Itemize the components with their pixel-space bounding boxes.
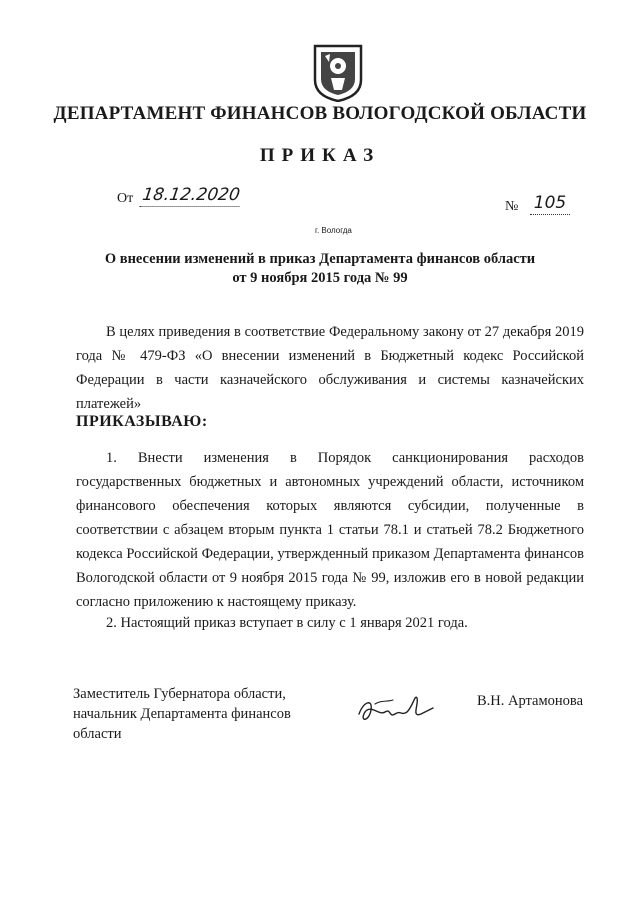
order-item-2: 2. Настоящий приказ вступает в силу с 1 января 2021 года. (106, 615, 468, 631)
order-item-1: 1. Внести изменения в Порядок санкционирования расходов государственных бюджетных и автономных учреждений области, источником финансового обеспечения которых являются субсидии, полученные в соответствии с абзацем вторым пункта 1 статьи 78.1 и статьей 78.2 Бюджетного кодекса Российской Федерации, утвержденный приказом Департамента финансов Вологодской области от 9 ноября 2015 года № 99, изложив его в новой редакции согласно приложению к настоящему приказу. (76, 450, 584, 610)
preamble-paragraph: В целях приведения в соответствие Федеральному закону от 27 декабря 2019 года № 479-ФЗ «О внесении изменений в Бюджетный кодекс Российской Федерации в части казначейского обслуживания и системы казначейских платежей» (76, 324, 584, 412)
signer-name: В.Н. Артамонова (477, 693, 584, 709)
signatory-title-line-3: области (73, 726, 122, 742)
signatory-title-line-2: начальник Департамента финансов (73, 706, 291, 722)
order-word: ПРИКАЗЫВАЮ: (76, 413, 208, 430)
coat-of-arms-icon (311, 44, 365, 102)
number-value: 105 (530, 192, 570, 215)
date-value: 18.12.2020 (140, 185, 242, 205)
subject-line-1: О внесении изменений в приказ Департамента финансов области (104, 251, 536, 267)
number-label: № (505, 199, 519, 214)
document-type: ПРИКАЗ (259, 145, 381, 166)
handwritten-signature (355, 688, 435, 732)
signatory-title (73, 684, 333, 744)
signatory-title-line-1: Заместитель Губернатора области, (73, 686, 286, 702)
subject-line-2: от 9 ноября 2015 года № 99 (232, 270, 408, 286)
date-label: От (117, 191, 134, 206)
city-label: г. Вологда (315, 226, 352, 235)
department-name: ДЕПАРТАМЕНТ ФИНАНСОВ ВОЛОГОДСКОЙ ОБЛАСТИ (53, 103, 587, 124)
document-subject (80, 250, 560, 288)
